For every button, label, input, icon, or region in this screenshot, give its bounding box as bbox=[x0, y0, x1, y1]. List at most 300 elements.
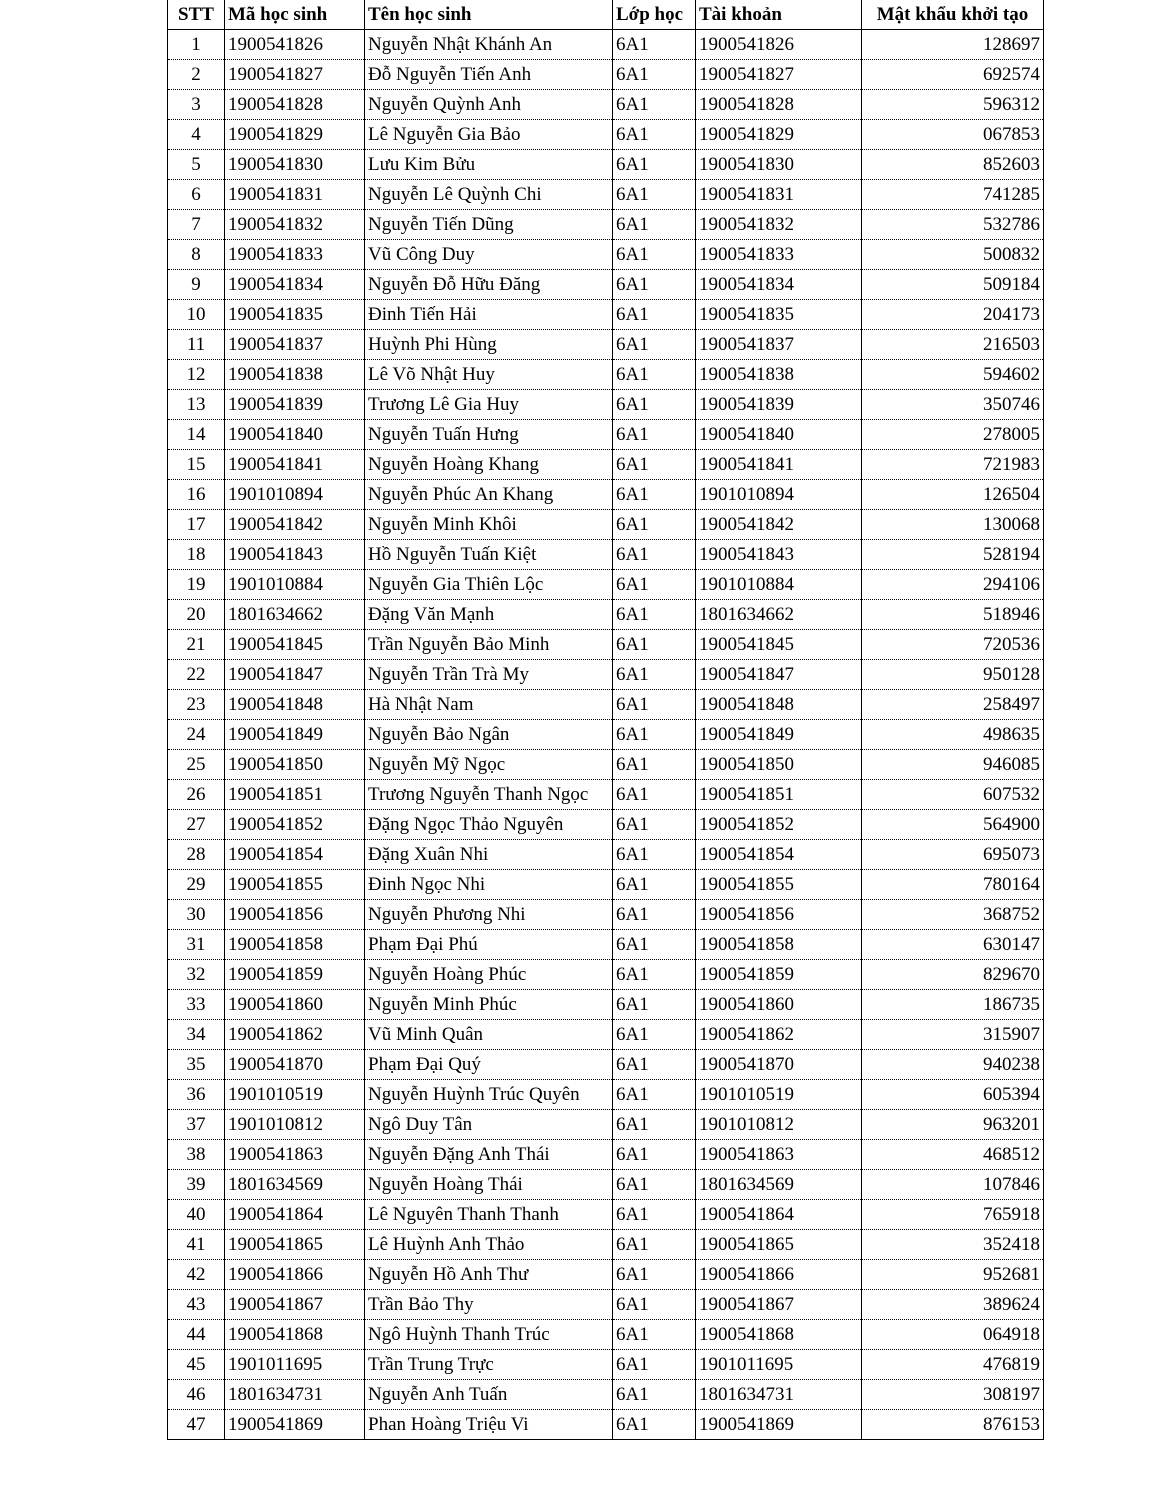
cell-student-name: Nguyễn Phúc An Khang bbox=[365, 480, 613, 510]
cell-student-id: 1901010884 bbox=[225, 570, 365, 600]
cell-class: 6A1 bbox=[613, 1410, 696, 1440]
cell-stt: 44 bbox=[168, 1320, 225, 1350]
cell-student-name: Trương Nguyễn Thanh Ngọc bbox=[365, 780, 613, 810]
cell-initial-password: 107846 bbox=[862, 1170, 1044, 1200]
cell-student-id: 1900541835 bbox=[225, 300, 365, 330]
cell-student-name: Huỳnh Phi Hùng bbox=[365, 330, 613, 360]
table-row bbox=[168, 1200, 1044, 1230]
cell-initial-password: 829670 bbox=[862, 960, 1044, 990]
cell-student-name: Nguyễn Bảo Ngân bbox=[365, 720, 613, 750]
cell-stt: 36 bbox=[168, 1080, 225, 1110]
cell-class: 6A1 bbox=[613, 690, 696, 720]
cell-initial-password: 500832 bbox=[862, 240, 1044, 270]
cell-account: 1900541847 bbox=[696, 660, 862, 690]
cell-class: 6A1 bbox=[613, 1290, 696, 1320]
cell-account: 1900541830 bbox=[696, 150, 862, 180]
cell-initial-password: 630147 bbox=[862, 930, 1044, 960]
cell-student-id: 1900541852 bbox=[225, 810, 365, 840]
cell-student-name: Nguyễn Đặng Anh Thái bbox=[365, 1140, 613, 1170]
cell-student-id: 1900541839 bbox=[225, 390, 365, 420]
cell-student-name: Lê Nguyễn Gia Bảo bbox=[365, 120, 613, 150]
cell-student-id: 1900541826 bbox=[225, 30, 365, 60]
cell-initial-password: 216503 bbox=[862, 330, 1044, 360]
cell-initial-password: 528194 bbox=[862, 540, 1044, 570]
cell-class: 6A1 bbox=[613, 810, 696, 840]
cell-student-id: 1900541843 bbox=[225, 540, 365, 570]
cell-student-id: 1900541868 bbox=[225, 1320, 365, 1350]
cell-student-id: 1901011695 bbox=[225, 1350, 365, 1380]
cell-initial-password: 468512 bbox=[862, 1140, 1044, 1170]
cell-account: 1801634662 bbox=[696, 600, 862, 630]
cell-class: 6A1 bbox=[613, 660, 696, 690]
cell-account: 1901010812 bbox=[696, 1110, 862, 1140]
cell-student-name: Nguyễn Lê Quỳnh Chi bbox=[365, 180, 613, 210]
cell-student-name: Lê Huỳnh Anh Thảo bbox=[365, 1230, 613, 1260]
table-row bbox=[168, 600, 1044, 630]
table-row bbox=[168, 540, 1044, 570]
cell-initial-password: 695073 bbox=[862, 840, 1044, 870]
cell-account: 1900541855 bbox=[696, 870, 862, 900]
cell-student-name: Nguyễn Hồ Anh Thư bbox=[365, 1260, 613, 1290]
cell-stt: 14 bbox=[168, 420, 225, 450]
cell-account: 1901010884 bbox=[696, 570, 862, 600]
cell-stt: 17 bbox=[168, 510, 225, 540]
cell-student-id: 1900541863 bbox=[225, 1140, 365, 1170]
cell-account: 1900541865 bbox=[696, 1230, 862, 1260]
cell-stt: 19 bbox=[168, 570, 225, 600]
table-row bbox=[168, 1350, 1044, 1380]
cell-student-name: Lưu Kim Bửu bbox=[365, 150, 613, 180]
cell-initial-password: 852603 bbox=[862, 150, 1044, 180]
cell-initial-password: 258497 bbox=[862, 690, 1044, 720]
cell-student-id: 1900541847 bbox=[225, 660, 365, 690]
cell-initial-password: 130068 bbox=[862, 510, 1044, 540]
table-row bbox=[168, 1170, 1044, 1200]
cell-class: 6A1 bbox=[613, 450, 696, 480]
cell-stt: 12 bbox=[168, 360, 225, 390]
cell-student-name: Đặng Văn Mạnh bbox=[365, 600, 613, 630]
cell-account: 1900541829 bbox=[696, 120, 862, 150]
cell-initial-password: 721983 bbox=[862, 450, 1044, 480]
cell-class: 6A1 bbox=[613, 390, 696, 420]
cell-student-name: Đinh Ngọc Nhi bbox=[365, 870, 613, 900]
cell-student-name: Đặng Ngọc Thảo Nguyên bbox=[365, 810, 613, 840]
cell-stt: 11 bbox=[168, 330, 225, 360]
cell-stt: 9 bbox=[168, 270, 225, 300]
cell-student-id: 1900541830 bbox=[225, 150, 365, 180]
cell-stt: 20 bbox=[168, 600, 225, 630]
cell-student-name: Ngô Duy Tân bbox=[365, 1110, 613, 1140]
cell-class: 6A1 bbox=[613, 1080, 696, 1110]
cell-initial-password: 741285 bbox=[862, 180, 1044, 210]
cell-account: 1900541851 bbox=[696, 780, 862, 810]
cell-student-id: 1900541854 bbox=[225, 840, 365, 870]
cell-stt: 47 bbox=[168, 1410, 225, 1440]
cell-stt: 35 bbox=[168, 1050, 225, 1080]
cell-student-name: Trần Trung Trực bbox=[365, 1350, 613, 1380]
cell-stt: 25 bbox=[168, 750, 225, 780]
cell-initial-password: 692574 bbox=[862, 60, 1044, 90]
cell-student-id: 1900541831 bbox=[225, 180, 365, 210]
cell-student-name: Trần Bảo Thy bbox=[365, 1290, 613, 1320]
cell-class: 6A1 bbox=[613, 1110, 696, 1140]
cell-student-id: 1900541849 bbox=[225, 720, 365, 750]
table-row bbox=[168, 810, 1044, 840]
cell-student-name: Nguyễn Tuấn Hưng bbox=[365, 420, 613, 450]
cell-initial-password: 350746 bbox=[862, 390, 1044, 420]
cell-student-id: 1900541860 bbox=[225, 990, 365, 1020]
table-row bbox=[168, 180, 1044, 210]
cell-class: 6A1 bbox=[613, 1020, 696, 1050]
cell-student-name: Nguyễn Gia Thiên Lộc bbox=[365, 570, 613, 600]
cell-account: 1900541867 bbox=[696, 1290, 862, 1320]
cell-class: 6A1 bbox=[613, 90, 696, 120]
cell-student-id: 1900541855 bbox=[225, 870, 365, 900]
table-row bbox=[168, 450, 1044, 480]
table-row bbox=[168, 1290, 1044, 1320]
cell-class: 6A1 bbox=[613, 1140, 696, 1170]
cell-stt: 1 bbox=[168, 30, 225, 60]
cell-student-name: Hồ Nguyễn Tuấn Kiệt bbox=[365, 540, 613, 570]
cell-initial-password: 352418 bbox=[862, 1230, 1044, 1260]
cell-stt: 16 bbox=[168, 480, 225, 510]
header-student-name: Tên học sinh bbox=[365, 0, 613, 30]
cell-student-name: Nguyễn Đỗ Hữu Đăng bbox=[365, 270, 613, 300]
cell-student-id: 1900541862 bbox=[225, 1020, 365, 1050]
table-row bbox=[168, 630, 1044, 660]
table-row bbox=[168, 1110, 1044, 1140]
cell-student-id: 1900541870 bbox=[225, 1050, 365, 1080]
cell-account: 1900541828 bbox=[696, 90, 862, 120]
cell-class: 6A1 bbox=[613, 330, 696, 360]
cell-account: 1801634569 bbox=[696, 1170, 862, 1200]
cell-class: 6A1 bbox=[613, 60, 696, 90]
cell-class: 6A1 bbox=[613, 210, 696, 240]
cell-class: 6A1 bbox=[613, 150, 696, 180]
cell-account: 1900541826 bbox=[696, 30, 862, 60]
cell-student-id: 1901010894 bbox=[225, 480, 365, 510]
table-row bbox=[168, 240, 1044, 270]
cell-account: 1900541833 bbox=[696, 240, 862, 270]
cell-class: 6A1 bbox=[613, 1170, 696, 1200]
cell-stt: 21 bbox=[168, 630, 225, 660]
cell-account: 1900541852 bbox=[696, 810, 862, 840]
cell-class: 6A1 bbox=[613, 360, 696, 390]
table-row bbox=[168, 660, 1044, 690]
cell-class: 6A1 bbox=[613, 960, 696, 990]
student-account-table bbox=[167, 0, 1044, 1440]
table-body bbox=[168, 30, 1044, 1440]
cell-class: 6A1 bbox=[613, 990, 696, 1020]
cell-student-name: Lê Võ Nhật Huy bbox=[365, 360, 613, 390]
cell-stt: 2 bbox=[168, 60, 225, 90]
cell-stt: 3 bbox=[168, 90, 225, 120]
cell-student-name: Nguyễn Anh Tuấn bbox=[365, 1380, 613, 1410]
cell-student-name: Nguyễn Quỳnh Anh bbox=[365, 90, 613, 120]
cell-account: 1900541831 bbox=[696, 180, 862, 210]
cell-account: 1900541827 bbox=[696, 60, 862, 90]
cell-class: 6A1 bbox=[613, 1050, 696, 1080]
table-row bbox=[168, 720, 1044, 750]
table-row bbox=[168, 570, 1044, 600]
cell-student-name: Nguyễn Minh Phúc bbox=[365, 990, 613, 1020]
cell-class: 6A1 bbox=[613, 630, 696, 660]
table-row bbox=[168, 750, 1044, 780]
cell-stt: 39 bbox=[168, 1170, 225, 1200]
cell-initial-password: 720536 bbox=[862, 630, 1044, 660]
cell-class: 6A1 bbox=[613, 120, 696, 150]
cell-stt: 37 bbox=[168, 1110, 225, 1140]
table-row bbox=[168, 120, 1044, 150]
cell-student-id: 1801634662 bbox=[225, 600, 365, 630]
cell-account: 1900541860 bbox=[696, 990, 862, 1020]
cell-student-id: 1900541864 bbox=[225, 1200, 365, 1230]
cell-initial-password: 368752 bbox=[862, 900, 1044, 930]
cell-class: 6A1 bbox=[613, 930, 696, 960]
cell-student-name: Đỗ Nguyễn Tiến Anh bbox=[365, 60, 613, 90]
cell-account: 1901010894 bbox=[696, 480, 862, 510]
cell-student-name: Vũ Công Duy bbox=[365, 240, 613, 270]
cell-initial-password: 509184 bbox=[862, 270, 1044, 300]
cell-student-name: Đặng Xuân Nhi bbox=[365, 840, 613, 870]
cell-account: 1900541863 bbox=[696, 1140, 862, 1170]
cell-student-id: 1900541859 bbox=[225, 960, 365, 990]
cell-initial-password: 596312 bbox=[862, 90, 1044, 120]
cell-class: 6A1 bbox=[613, 570, 696, 600]
cell-class: 6A1 bbox=[613, 840, 696, 870]
header-student-id: Mã học sinh bbox=[225, 0, 365, 30]
cell-initial-password: 315907 bbox=[862, 1020, 1044, 1050]
table-row bbox=[168, 360, 1044, 390]
table-row bbox=[168, 1230, 1044, 1260]
cell-initial-password: 126504 bbox=[862, 480, 1044, 510]
cell-stt: 5 bbox=[168, 150, 225, 180]
cell-stt: 46 bbox=[168, 1380, 225, 1410]
table-row bbox=[168, 780, 1044, 810]
table-row bbox=[168, 1380, 1044, 1410]
cell-student-name: Nguyễn Hoàng Khang bbox=[365, 450, 613, 480]
cell-account: 1900541850 bbox=[696, 750, 862, 780]
cell-account: 1900541848 bbox=[696, 690, 862, 720]
cell-initial-password: 064918 bbox=[862, 1320, 1044, 1350]
cell-initial-password: 876153 bbox=[862, 1410, 1044, 1440]
cell-account: 1900541862 bbox=[696, 1020, 862, 1050]
cell-class: 6A1 bbox=[613, 750, 696, 780]
cell-student-id: 1900541840 bbox=[225, 420, 365, 450]
cell-account: 1900541839 bbox=[696, 390, 862, 420]
cell-stt: 32 bbox=[168, 960, 225, 990]
cell-student-id: 1900541829 bbox=[225, 120, 365, 150]
cell-student-id: 1900541858 bbox=[225, 930, 365, 960]
cell-student-name: Nguyễn Mỹ Ngọc bbox=[365, 750, 613, 780]
table-row bbox=[168, 1320, 1044, 1350]
cell-initial-password: 950128 bbox=[862, 660, 1044, 690]
cell-class: 6A1 bbox=[613, 180, 696, 210]
cell-class: 6A1 bbox=[613, 870, 696, 900]
cell-student-name: Nguyễn Hoàng Thái bbox=[365, 1170, 613, 1200]
cell-student-id: 1801634731 bbox=[225, 1380, 365, 1410]
cell-stt: 28 bbox=[168, 840, 225, 870]
cell-class: 6A1 bbox=[613, 1350, 696, 1380]
cell-initial-password: 128697 bbox=[862, 30, 1044, 60]
cell-student-id: 1900541867 bbox=[225, 1290, 365, 1320]
table-row bbox=[168, 210, 1044, 240]
cell-student-id: 1900541837 bbox=[225, 330, 365, 360]
cell-account: 1901011695 bbox=[696, 1350, 862, 1380]
table-row bbox=[168, 960, 1044, 990]
cell-account: 1900541838 bbox=[696, 360, 862, 390]
cell-class: 6A1 bbox=[613, 480, 696, 510]
cell-stt: 43 bbox=[168, 1290, 225, 1320]
cell-student-id: 1901010812 bbox=[225, 1110, 365, 1140]
cell-stt: 15 bbox=[168, 450, 225, 480]
cell-class: 6A1 bbox=[613, 1320, 696, 1350]
table-row bbox=[168, 1020, 1044, 1050]
cell-initial-password: 780164 bbox=[862, 870, 1044, 900]
table-row bbox=[168, 420, 1044, 450]
table-row bbox=[168, 390, 1044, 420]
cell-account: 1900541870 bbox=[696, 1050, 862, 1080]
cell-student-name: Nguyễn Nhật Khánh An bbox=[365, 30, 613, 60]
cell-account: 1900541841 bbox=[696, 450, 862, 480]
table-row bbox=[168, 1050, 1044, 1080]
cell-account: 1900541856 bbox=[696, 900, 862, 930]
cell-account: 1900541842 bbox=[696, 510, 862, 540]
cell-initial-password: 389624 bbox=[862, 1290, 1044, 1320]
cell-student-id: 1900541851 bbox=[225, 780, 365, 810]
cell-initial-password: 518946 bbox=[862, 600, 1044, 630]
cell-stt: 6 bbox=[168, 180, 225, 210]
cell-student-id: 1801634569 bbox=[225, 1170, 365, 1200]
cell-initial-password: 294106 bbox=[862, 570, 1044, 600]
cell-class: 6A1 bbox=[613, 900, 696, 930]
cell-stt: 29 bbox=[168, 870, 225, 900]
cell-student-name: Vũ Minh Quân bbox=[365, 1020, 613, 1050]
cell-account: 1900541845 bbox=[696, 630, 862, 660]
cell-stt: 24 bbox=[168, 720, 225, 750]
cell-student-id: 1901010519 bbox=[225, 1080, 365, 1110]
cell-student-name: Phạm Đại Phú bbox=[365, 930, 613, 960]
cell-student-id: 1900541834 bbox=[225, 270, 365, 300]
cell-student-name: Nguyễn Hoàng Phúc bbox=[365, 960, 613, 990]
cell-stt: 31 bbox=[168, 930, 225, 960]
cell-initial-password: 067853 bbox=[862, 120, 1044, 150]
table-row bbox=[168, 330, 1044, 360]
cell-initial-password: 278005 bbox=[862, 420, 1044, 450]
cell-initial-password: 204173 bbox=[862, 300, 1044, 330]
cell-initial-password: 476819 bbox=[862, 1350, 1044, 1380]
cell-student-name: Nguyễn Phương Nhi bbox=[365, 900, 613, 930]
cell-stt: 4 bbox=[168, 120, 225, 150]
table-row bbox=[168, 840, 1044, 870]
table-row bbox=[168, 150, 1044, 180]
table-row bbox=[168, 510, 1044, 540]
table-row bbox=[168, 90, 1044, 120]
cell-initial-password: 952681 bbox=[862, 1260, 1044, 1290]
cell-student-name: Trần Nguyễn Bảo Minh bbox=[365, 630, 613, 660]
cell-stt: 45 bbox=[168, 1350, 225, 1380]
header-stt: STT bbox=[168, 0, 225, 30]
cell-stt: 38 bbox=[168, 1140, 225, 1170]
cell-account: 1900541840 bbox=[696, 420, 862, 450]
cell-stt: 27 bbox=[168, 810, 225, 840]
cell-class: 6A1 bbox=[613, 510, 696, 540]
cell-initial-password: 308197 bbox=[862, 1380, 1044, 1410]
cell-initial-password: 498635 bbox=[862, 720, 1044, 750]
cell-initial-password: 765918 bbox=[862, 1200, 1044, 1230]
cell-student-name: Trương Lê Gia Huy bbox=[365, 390, 613, 420]
cell-class: 6A1 bbox=[613, 540, 696, 570]
cell-stt: 23 bbox=[168, 690, 225, 720]
cell-stt: 13 bbox=[168, 390, 225, 420]
cell-stt: 33 bbox=[168, 990, 225, 1020]
table-row bbox=[168, 60, 1044, 90]
cell-student-name: Đinh Tiến Hải bbox=[365, 300, 613, 330]
cell-class: 6A1 bbox=[613, 420, 696, 450]
cell-student-name: Phan Hoàng Triệu Vi bbox=[365, 1410, 613, 1440]
header-account: Tài khoản bbox=[696, 0, 862, 30]
cell-student-id: 1900541845 bbox=[225, 630, 365, 660]
cell-initial-password: 186735 bbox=[862, 990, 1044, 1020]
cell-student-name: Nguyễn Tiến Dũng bbox=[365, 210, 613, 240]
cell-stt: 40 bbox=[168, 1200, 225, 1230]
cell-stt: 10 bbox=[168, 300, 225, 330]
cell-student-id: 1900541848 bbox=[225, 690, 365, 720]
cell-initial-password: 605394 bbox=[862, 1080, 1044, 1110]
table-row bbox=[168, 1080, 1044, 1110]
table-row bbox=[168, 1410, 1044, 1440]
cell-student-name: Lê Nguyên Thanh Thanh bbox=[365, 1200, 613, 1230]
cell-student-name: Phạm Đại Quý bbox=[365, 1050, 613, 1080]
cell-initial-password: 532786 bbox=[862, 210, 1044, 240]
cell-account: 1900541837 bbox=[696, 330, 862, 360]
cell-stt: 8 bbox=[168, 240, 225, 270]
cell-student-id: 1900541856 bbox=[225, 900, 365, 930]
cell-account: 1900541866 bbox=[696, 1260, 862, 1290]
cell-stt: 18 bbox=[168, 540, 225, 570]
cell-account: 1900541859 bbox=[696, 960, 862, 990]
table-row bbox=[168, 990, 1044, 1020]
cell-initial-password: 564900 bbox=[862, 810, 1044, 840]
cell-class: 6A1 bbox=[613, 1380, 696, 1410]
table-row bbox=[168, 690, 1044, 720]
cell-student-id: 1900541865 bbox=[225, 1230, 365, 1260]
table-row bbox=[168, 930, 1044, 960]
header-initial-password: Mật khẩu khởi tạo bbox=[862, 0, 1044, 30]
cell-student-id: 1900541866 bbox=[225, 1260, 365, 1290]
cell-stt: 26 bbox=[168, 780, 225, 810]
cell-class: 6A1 bbox=[613, 600, 696, 630]
table-row bbox=[168, 270, 1044, 300]
cell-stt: 7 bbox=[168, 210, 225, 240]
cell-stt: 30 bbox=[168, 900, 225, 930]
cell-account: 1900541849 bbox=[696, 720, 862, 750]
cell-initial-password: 594602 bbox=[862, 360, 1044, 390]
table-row bbox=[168, 300, 1044, 330]
cell-student-name: Nguyễn Minh Khôi bbox=[365, 510, 613, 540]
table-row bbox=[168, 1140, 1044, 1170]
cell-student-name: Nguyễn Trần Trà My bbox=[365, 660, 613, 690]
cell-class: 6A1 bbox=[613, 1230, 696, 1260]
cell-class: 6A1 bbox=[613, 270, 696, 300]
table-row bbox=[168, 480, 1044, 510]
cell-student-id: 1900541850 bbox=[225, 750, 365, 780]
cell-student-id: 1900541841 bbox=[225, 450, 365, 480]
cell-account: 1900541832 bbox=[696, 210, 862, 240]
cell-student-id: 1900541828 bbox=[225, 90, 365, 120]
cell-account: 1900541835 bbox=[696, 300, 862, 330]
cell-stt: 42 bbox=[168, 1260, 225, 1290]
